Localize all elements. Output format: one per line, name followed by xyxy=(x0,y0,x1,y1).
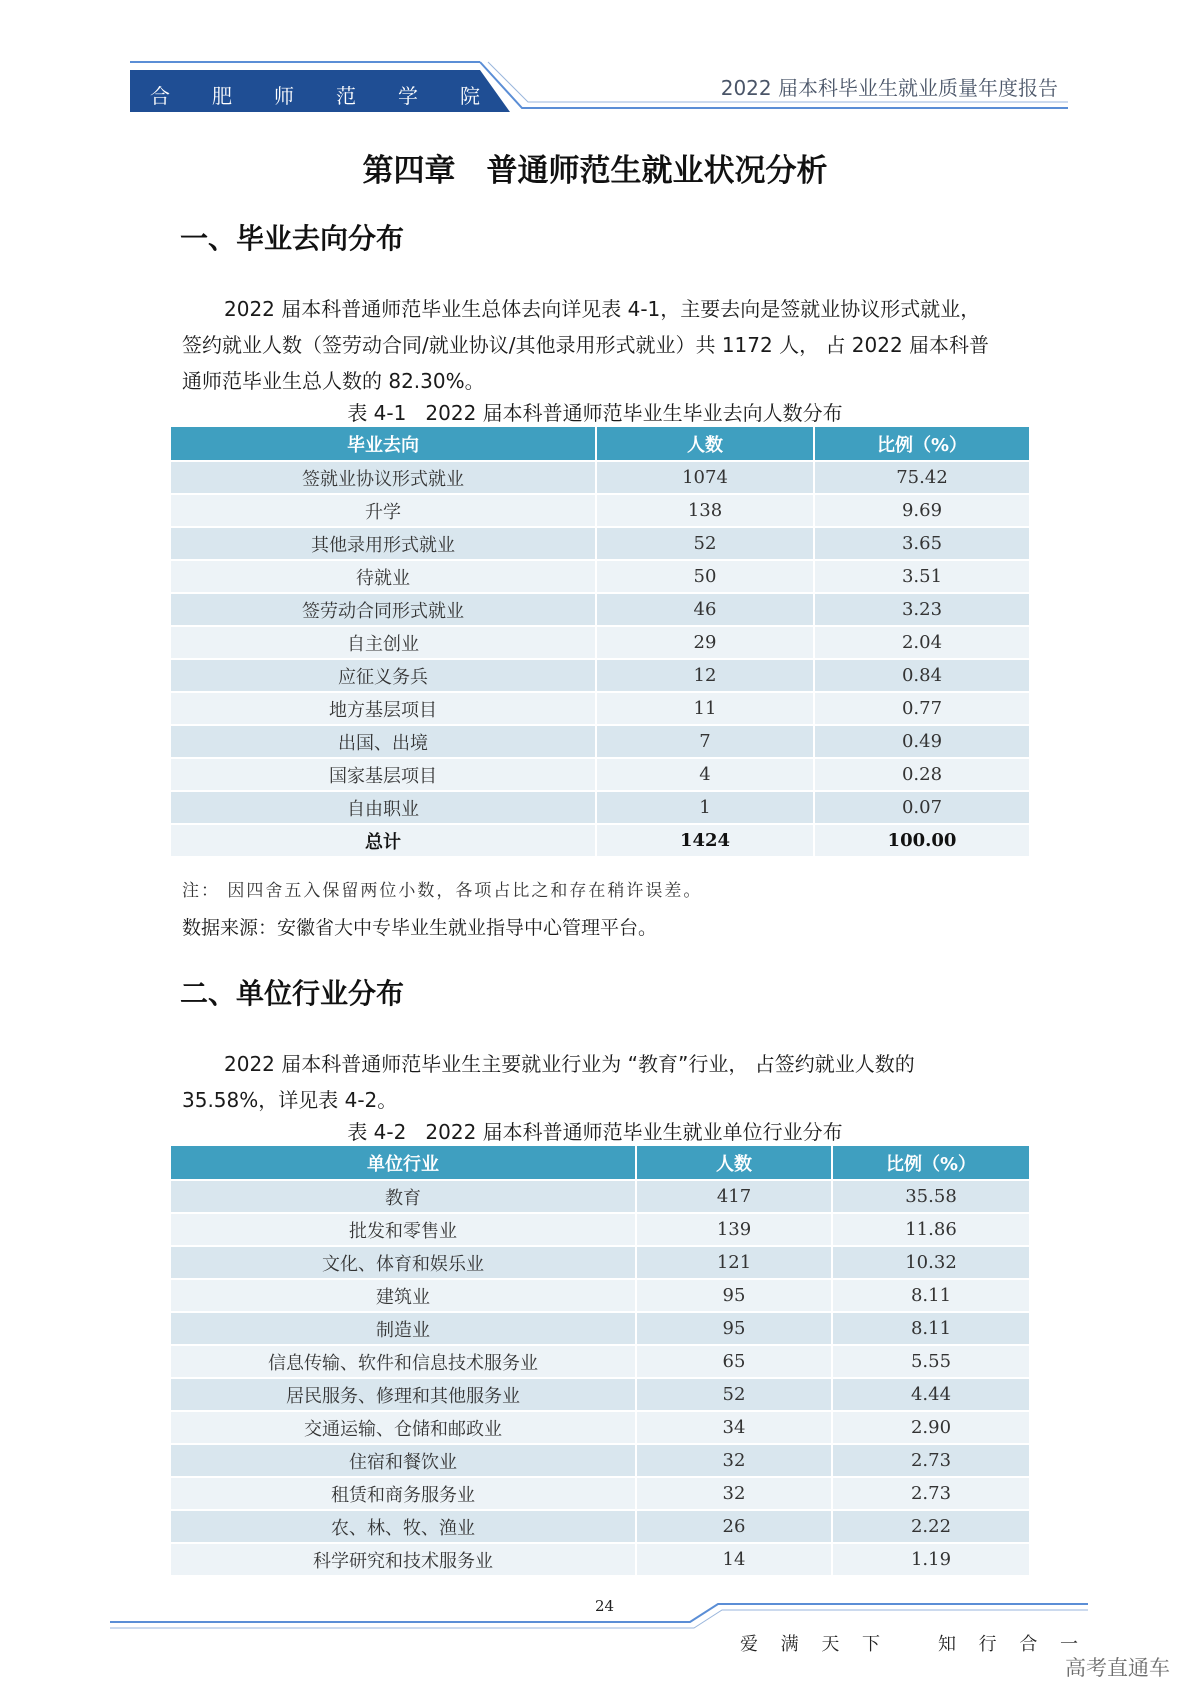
paragraph-line: 35.58%，详见表 4-2。 xyxy=(182,1088,398,1112)
motto-right xyxy=(938,1630,1078,1656)
row-count: 1 xyxy=(596,791,814,824)
row-label: 地方基层项目 xyxy=(171,692,596,725)
row-label: 农、林、牧、渔业 xyxy=(171,1510,636,1543)
motto-char: 知 xyxy=(938,1634,956,1655)
paragraph-line: 通师范毕业生总人数的 82.30%。 xyxy=(182,369,485,393)
total-label: 总计 xyxy=(171,824,596,856)
table-row xyxy=(171,560,1029,593)
row-percent: 35.58 xyxy=(832,1180,1029,1213)
row-percent: 8.11 xyxy=(832,1279,1029,1312)
table-row xyxy=(171,461,1029,494)
row-label: 自由职业 xyxy=(171,791,596,824)
section-heading: 一、毕业去向分布 xyxy=(180,222,405,255)
table-row xyxy=(171,1411,1029,1444)
row-label: 待就业 xyxy=(171,560,596,593)
row-label: 批发和零售业 xyxy=(171,1213,636,1246)
row-percent: 3.65 xyxy=(814,527,1029,560)
motto-char: 行 xyxy=(978,1634,997,1655)
total-percent: 100.00 xyxy=(814,824,1029,856)
row-label: 签劳动合同形式就业 xyxy=(171,593,596,626)
school-char: 肥 xyxy=(212,84,232,108)
table-row xyxy=(171,494,1029,527)
chapter-title: 第四章 普通师范生就业状况分析 xyxy=(362,153,828,189)
row-percent: 3.51 xyxy=(814,560,1029,593)
table-row xyxy=(171,791,1029,824)
row-count: 26 xyxy=(636,1510,832,1543)
column-header: 比例（%） xyxy=(832,1146,1029,1180)
table-row xyxy=(171,1378,1029,1411)
table-row xyxy=(171,725,1029,758)
row-label: 建筑业 xyxy=(171,1279,636,1312)
paragraph-line: 2022 届本科普通师范毕业生总体去向详见表 4-1，主要去向是签就业协议形式就业， xyxy=(224,297,981,321)
school-char: 院 xyxy=(460,84,480,108)
table-row xyxy=(171,1312,1029,1345)
row-label: 国家基层项目 xyxy=(171,758,596,791)
row-label: 居民服务、修理和其他服务业 xyxy=(171,1378,636,1411)
table-row xyxy=(171,1246,1029,1279)
row-percent: 2.73 xyxy=(832,1477,1029,1510)
motto-char: 一 xyxy=(1059,1634,1078,1655)
table-row xyxy=(171,1444,1029,1477)
page-header xyxy=(0,0,1190,120)
table-row xyxy=(171,593,1029,626)
row-percent: 0.28 xyxy=(814,758,1029,791)
table-caption: 表 4-2 2022 届本科普通师范毕业生就业单位行业分布 xyxy=(347,1120,843,1144)
row-percent: 0.07 xyxy=(814,791,1029,824)
row-percent: 2.73 xyxy=(832,1444,1029,1477)
row-count: 52 xyxy=(636,1378,832,1411)
row-count: 95 xyxy=(636,1279,832,1312)
row-count: 14 xyxy=(636,1543,832,1575)
row-count: 32 xyxy=(636,1444,832,1477)
table-row xyxy=(171,1543,1029,1575)
school-char: 师 xyxy=(274,84,294,108)
table-row xyxy=(171,1345,1029,1378)
row-percent: 4.44 xyxy=(832,1378,1029,1411)
table-row xyxy=(171,1279,1029,1312)
row-count: 7 xyxy=(596,725,814,758)
table-row xyxy=(171,758,1029,791)
table-row xyxy=(171,626,1029,659)
row-percent: 0.84 xyxy=(814,659,1029,692)
row-percent: 2.90 xyxy=(832,1411,1029,1444)
motto-char: 合 xyxy=(1019,1634,1038,1655)
row-count: 11 xyxy=(596,692,814,725)
row-label: 出国、出境 xyxy=(171,725,596,758)
row-count: 52 xyxy=(596,527,814,560)
report-title: 2022 届本科毕业生就业质量年度报告 xyxy=(720,76,1058,100)
row-percent: 0.77 xyxy=(814,692,1029,725)
table-header-row xyxy=(171,1146,1029,1180)
motto-char: 满 xyxy=(780,1634,799,1655)
row-count: 29 xyxy=(596,626,814,659)
row-label: 自主创业 xyxy=(171,626,596,659)
row-percent: 2.22 xyxy=(832,1510,1029,1543)
row-count: 139 xyxy=(636,1213,832,1246)
row-percent: 8.11 xyxy=(832,1312,1029,1345)
school-char: 合 xyxy=(150,84,170,108)
table-row xyxy=(171,1477,1029,1510)
row-percent: 75.42 xyxy=(814,461,1029,494)
column-header: 单位行业 xyxy=(171,1146,636,1180)
row-count: 12 xyxy=(596,659,814,692)
row-label: 教育 xyxy=(171,1180,636,1213)
row-count: 1074 xyxy=(596,461,814,494)
row-percent: 3.23 xyxy=(814,593,1029,626)
watermark: 高考直通车 xyxy=(1065,1656,1170,1680)
table-row xyxy=(171,1213,1029,1246)
destination-table xyxy=(171,427,1029,856)
row-count: 138 xyxy=(596,494,814,527)
row-count: 32 xyxy=(636,1477,832,1510)
section1-paragraph xyxy=(182,291,1032,399)
row-label: 应征义务兵 xyxy=(171,659,596,692)
paragraph-line: 签约就业人数（签劳动合同/就业协议/其他录用形式就业）共 1172 人， 占 2022 届本科普 xyxy=(182,333,990,357)
row-percent: 11.86 xyxy=(832,1213,1029,1246)
motto-left xyxy=(740,1630,880,1656)
column-header: 人数 xyxy=(596,427,814,461)
table-row xyxy=(171,1180,1029,1213)
row-label: 信息传输、软件和信息技术服务业 xyxy=(171,1345,636,1378)
total-count: 1424 xyxy=(596,824,814,856)
row-count: 95 xyxy=(636,1312,832,1345)
paragraph-line: 2022 届本科普通师范毕业生主要就业行业为 “教育”行业， 占签约就业人数的 xyxy=(224,1052,915,1076)
row-percent: 10.32 xyxy=(832,1246,1029,1279)
row-label: 签就业协议形式就业 xyxy=(171,461,596,494)
row-label: 住宿和餐饮业 xyxy=(171,1444,636,1477)
row-label: 文化、体育和娱乐业 xyxy=(171,1246,636,1279)
data-source: 数据来源：安徽省大中专毕业生就业指导中心管理平台。 xyxy=(182,917,658,939)
row-count: 417 xyxy=(636,1180,832,1213)
school-char: 学 xyxy=(398,84,418,108)
row-percent: 5.55 xyxy=(832,1345,1029,1378)
row-count: 4 xyxy=(596,758,814,791)
row-count: 50 xyxy=(596,560,814,593)
row-count: 34 xyxy=(636,1411,832,1444)
school-char: 范 xyxy=(336,84,356,108)
table-note: 注： 因四舍五入保留两位小数，各项占比之和存在稍许误差。 xyxy=(182,881,703,901)
table-total-row xyxy=(171,824,1029,856)
row-percent: 9.69 xyxy=(814,494,1029,527)
row-label: 科学研究和技术服务业 xyxy=(171,1543,636,1575)
row-percent: 0.49 xyxy=(814,725,1029,758)
table-row xyxy=(171,1510,1029,1543)
column-header: 人数 xyxy=(636,1146,832,1180)
motto-char: 天 xyxy=(821,1634,840,1655)
row-percent: 2.04 xyxy=(814,626,1029,659)
school-name xyxy=(150,80,480,109)
table-row xyxy=(171,527,1029,560)
row-label: 其他录用形式就业 xyxy=(171,527,596,560)
table-row xyxy=(171,692,1029,725)
row-label: 租赁和商务服务业 xyxy=(171,1477,636,1510)
column-header: 比例（%） xyxy=(814,427,1029,461)
section-heading: 二、单位行业分布 xyxy=(180,977,405,1010)
industry-table xyxy=(171,1146,1029,1575)
row-label: 升学 xyxy=(171,494,596,527)
motto-char: 爱 xyxy=(740,1634,758,1655)
column-header: 毕业去向 xyxy=(171,427,596,461)
row-count: 65 xyxy=(636,1345,832,1378)
page-number: 24 xyxy=(595,1597,615,1615)
motto-char: 下 xyxy=(861,1634,880,1655)
row-count: 46 xyxy=(596,593,814,626)
section2-paragraph xyxy=(182,1046,1032,1118)
row-percent: 1.19 xyxy=(832,1543,1029,1575)
row-label: 交通运输、仓储和邮政业 xyxy=(171,1411,636,1444)
row-label: 制造业 xyxy=(171,1312,636,1345)
table-row xyxy=(171,659,1029,692)
table-header-row xyxy=(171,427,1029,461)
row-count: 121 xyxy=(636,1246,832,1279)
table-caption: 表 4-1 2022 届本科普通师范毕业生毕业去向人数分布 xyxy=(347,401,843,425)
